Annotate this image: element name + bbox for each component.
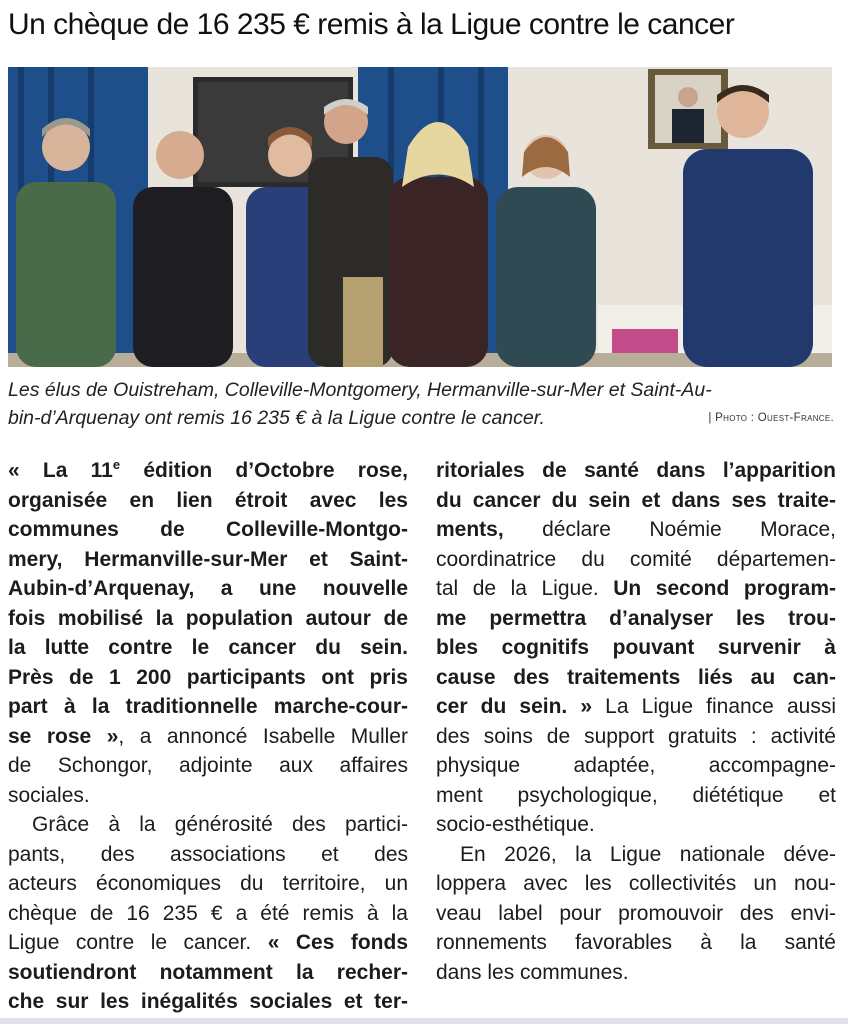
text-line: sociales. — [8, 783, 90, 807]
text-line: fois mobilisé la population autour de — [8, 606, 408, 630]
text-line: socio-esthétique. — [436, 813, 595, 836]
text-line: loppera avec les collectivités un nou- — [436, 872, 836, 895]
text-fragment: tal de la Ligue. — [436, 577, 614, 600]
text-fragment: , a annoncé Isabelle Muller — [118, 724, 408, 748]
text-line: En 2026, la Ligue nationale déve- — [460, 842, 836, 866]
text-fragment: édition d’Octobre rose, — [120, 459, 408, 482]
text-line: acteurs économiques du territoire, un — [8, 872, 408, 895]
text-line: chèque de 16 235 € a été remis à la — [8, 901, 408, 925]
text-fragment: « La 11 — [8, 459, 113, 482]
text-fragment: ments, — [436, 518, 504, 541]
text-line: Aubin-d’Arquenay, a une nouvelle — [8, 577, 408, 600]
text-line: soutiendront notamment la recher- — [8, 960, 408, 984]
text-fragment: cer du sein. » — [436, 695, 593, 718]
group-photo-illustration — [8, 67, 832, 367]
text-line: ritoriales de santé dans l’apparition — [436, 459, 836, 482]
text-line: Près de 1 200 participants ont pris — [8, 665, 408, 689]
caption-line-2: bin-d’Arquenay ont remis 16 235 € à la Ligue contre le cancer. — [8, 407, 545, 429]
text-line: physique adaptée, accompagne- — [436, 754, 836, 777]
text-fragment: La Ligue finance aussi — [592, 695, 836, 718]
text-line: du cancer du sein et dans ses traite- — [436, 488, 836, 512]
text-line: coordinatrice du comité départemen- — [436, 547, 836, 571]
article-photo — [8, 67, 832, 367]
text-line: ment psychologique, diététique et — [436, 783, 836, 807]
text-line: veau label pour promouvoir des envi- — [436, 901, 836, 925]
text-line: de Schongor, adjointe aux affaires — [8, 754, 408, 777]
text-fragment: Un second program- — [613, 577, 837, 600]
superscript: e — [112, 457, 121, 472]
caption-line-1: Les élus de Ouistreham, Colleville-Montgomery, Hermanville-sur-Mer et Saint-Au- — [8, 379, 712, 401]
text-line: pants, des associations et des — [8, 842, 408, 866]
text-line: organisée en lien étroit avec les — [8, 488, 408, 512]
headline: Un chèque de 16 235 € remis à la Ligue contre le cancer — [8, 8, 735, 41]
text-line: bles cognitifs pouvant survenir à — [436, 636, 836, 659]
text-line: Grâce à la générosité des partici- — [32, 813, 408, 836]
text-line: part à la traditionnelle marche-cour- — [8, 695, 408, 718]
photo-credit: | Photo : Ouest-France. — [708, 412, 834, 424]
bottom-bar — [0, 1018, 848, 1024]
text-line: communes de Colleville-Montgo- — [8, 518, 408, 541]
text-line: cause des traitements liés au can- — [436, 665, 836, 689]
text-line: des soins de support gratuits : activité — [436, 724, 836, 748]
text-fragment: Ligue contre le cancer. — [8, 931, 268, 954]
text-fragment: déclare Noémie Morace, — [503, 518, 836, 541]
text-line: me permettra d’analyser les trou- — [436, 606, 836, 630]
article-column-right — [436, 456, 836, 987]
article-column-left — [8, 456, 408, 1017]
text-line: dans les communes. — [436, 960, 629, 984]
text-line: ronnements favorables à la santé — [436, 931, 836, 954]
text-line: che sur les inégalités sociales et ter- — [8, 990, 408, 1013]
text-line: la lutte contre le cancer du sein. — [8, 636, 408, 659]
text-fragment: « Ces fonds — [267, 931, 409, 954]
text-fragment: se rose » — [8, 724, 119, 748]
text-line: mery, Hermanville-sur-Mer et Saint- — [8, 547, 408, 571]
